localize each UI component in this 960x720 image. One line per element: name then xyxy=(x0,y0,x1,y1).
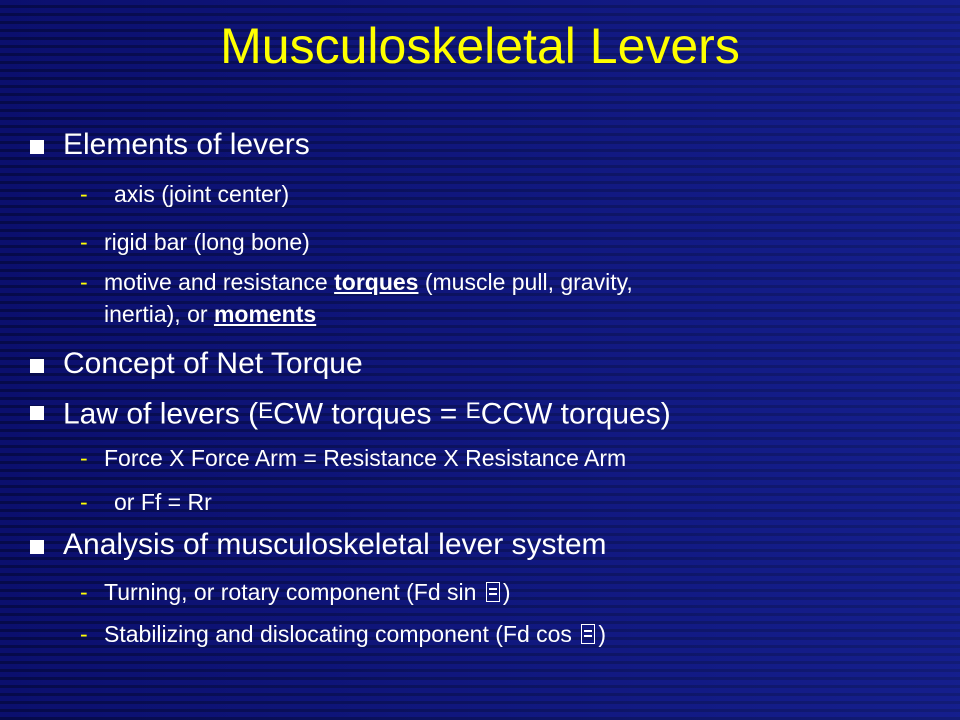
text-part: Turning, or rotary component (Fd sin xyxy=(104,579,483,605)
emphasis-torques: torques xyxy=(334,269,419,295)
square-bullet-icon xyxy=(30,540,44,554)
dash-marker: - xyxy=(80,181,88,207)
bullet-text: Concept of Net Torque xyxy=(63,347,363,380)
text-part: ) xyxy=(502,579,511,605)
dash-marker: - xyxy=(80,489,88,515)
text-part: motive and resistance xyxy=(104,269,335,295)
sub-item-text: axis (joint center) xyxy=(114,181,290,207)
emphasis-moments: moments xyxy=(213,301,317,327)
sub-item-text xyxy=(104,268,633,296)
dash-marker: - xyxy=(80,229,88,255)
sub-item-text: rigid bar (long bone) xyxy=(104,229,310,255)
square-bullet-icon xyxy=(30,140,44,154)
text-part: CW torques = xyxy=(273,397,466,431)
text-part: inertia), or xyxy=(104,301,214,327)
square-bullet-icon xyxy=(30,359,44,373)
sub-item-text xyxy=(104,620,606,648)
slide-title: Musculoskeletal Levers xyxy=(220,18,740,74)
sub-item-text xyxy=(104,300,316,328)
dash-marker: - xyxy=(80,579,88,605)
sub-item-text: or Ff = Rr xyxy=(114,489,212,515)
bullet-text: Analysis of musculoskeletal lever system xyxy=(63,528,607,561)
dash-marker: - xyxy=(80,621,88,647)
missing-glyph-icon xyxy=(486,582,500,602)
dash-marker: - xyxy=(80,445,88,471)
dash-marker: - xyxy=(80,269,88,295)
text-part: Law of levers ( xyxy=(63,397,259,431)
square-bullet-icon xyxy=(30,406,44,420)
sigma-symbol-icon: E xyxy=(465,398,481,423)
text-part: ) xyxy=(598,621,606,647)
text-part: Stabilizing and dislocating component (Fd cos xyxy=(104,621,579,647)
text-part: (muscle pull, gravity, xyxy=(418,269,633,295)
missing-glyph-icon xyxy=(581,624,595,644)
sub-item-text xyxy=(104,578,510,606)
text-part: CCW torques) xyxy=(480,397,671,431)
bullet-text: Elements of levers xyxy=(63,128,310,161)
sigma-symbol-icon: E xyxy=(258,398,274,423)
sub-item-text: Force X Force Arm = Resistance X Resistance Arm xyxy=(104,445,627,471)
bullet-text xyxy=(63,394,671,432)
